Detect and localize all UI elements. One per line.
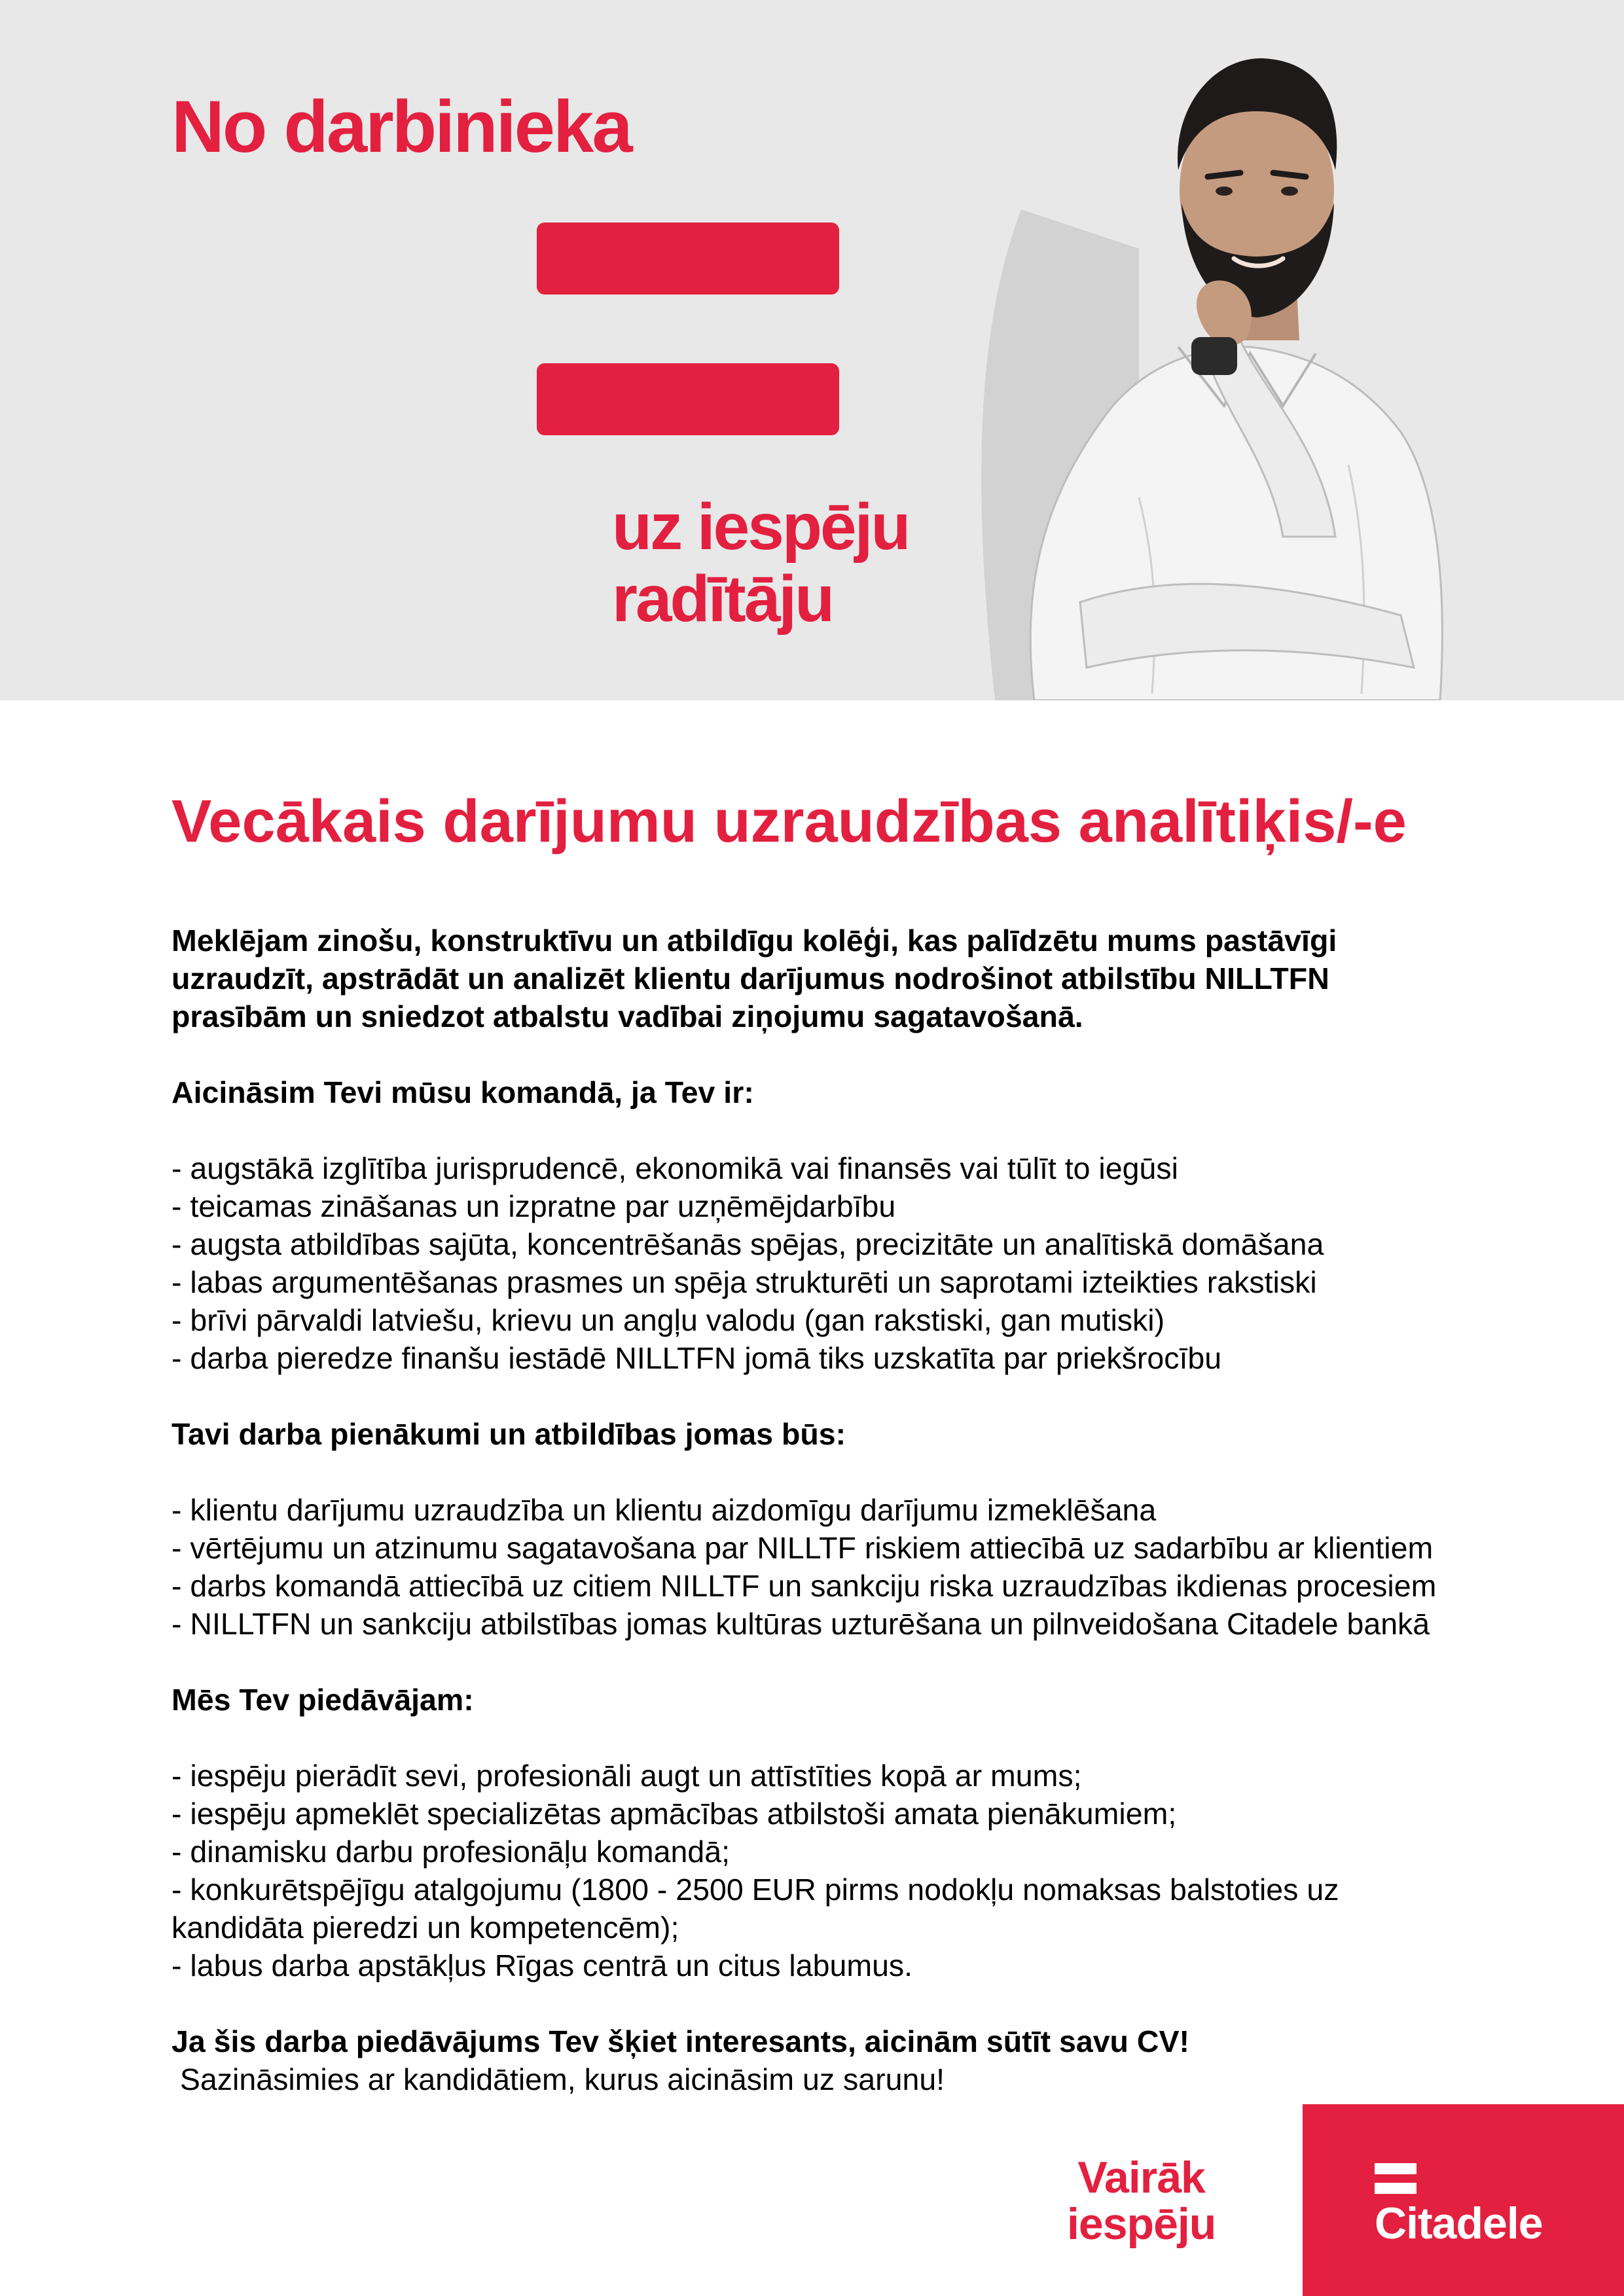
- duties-heading: Tavi darba pienākumi un atbildības jomas būs:: [171, 1417, 846, 1451]
- list-item: - teicamas zināšanas un izpratne par uzņēmējdarbību: [171, 1189, 896, 1223]
- intro-line: prasībām un sniedzot atbalstu vadībai ziņojumu sagatavošanā.: [171, 999, 1083, 1033]
- list-item: - vērtējumu un atzinumu sagatavošana par NILLTF riskiem attiecībā uz sadarbību ar klientiem: [171, 1531, 1434, 1565]
- equals-icon-bottom-bar: [537, 363, 839, 435]
- portrait-photo: [943, 39, 1466, 700]
- slogan-line1: Vairāk: [1077, 2153, 1205, 2202]
- hero-subtitle: [612, 491, 909, 635]
- hero-title: No darbinieka: [171, 86, 631, 168]
- list-item: - labas argumentēšanas prasmes un spēja strukturēti un saprotami izteikties rakstiski: [171, 1265, 1317, 1299]
- intro-line: uzraudzīt, apstrādāt un analizēt klientu darījumus nodrošinot atbilstību NILLTFN: [171, 961, 1329, 996]
- list-item: - darba pieredze finanšu iestādē NILLTFN jomā tiks uzskatīta par priekšrocību: [171, 1341, 1222, 1375]
- intro-line: Meklējam zinošu, konstruktīvu un atbildīgu kolēģi, kas palīdzētu mums pastāvīgi: [171, 924, 1337, 958]
- hero-subtitle-line2: radītāju: [612, 562, 833, 636]
- brand-name: Citadele: [1375, 2198, 1543, 2248]
- list-item: - labus darba apstākļus Rīgas centrā un citus labumus.: [171, 1948, 913, 1982]
- duties-list: [171, 1491, 1546, 1643]
- hero-subtitle-line1: uz iespēju: [612, 490, 909, 564]
- slogan-line2: iespēju: [1067, 2199, 1216, 2250]
- list-item: - klientu darījumu uzraudzība un klientu aizdomīgu darījumu izmeklēšana: [171, 1493, 1157, 1527]
- equals-logo-icon-bar: [1375, 2183, 1416, 2194]
- list-item: kandidāta pieredzi un kompetencēm);: [171, 1910, 679, 1945]
- list-item: - brīvi pārvaldi latviešu, krievu un angļu valodu (gan rakstiski, gan mutiski): [171, 1303, 1165, 1337]
- list-item: - NILLTFN un sankciju atbilstības jomas kultūras uzturēšana un pilnveidošana Citadele bankā: [171, 1607, 1430, 1641]
- list-item: - dinamisku darbu profesionāļu komandā;: [171, 1835, 730, 1869]
- list-item: - iespēju apmeklēt specializētas apmācības atbilstoši amata pienākumiem;: [171, 1797, 1177, 1831]
- equals-logo-icon: [1375, 2163, 1416, 2174]
- brand-logo-block: [1303, 2104, 1624, 2296]
- list-item: - darbs komandā attiecībā uz citiem NILLTF un sankciju riska uzraudzības ikdienas procesiem: [171, 1569, 1437, 1603]
- job-title: Vecākais darījumu uzraudzības analītiķis/-e: [171, 788, 1407, 855]
- cta-text: Ja šis darba piedāvājums Tev šķiet interesants, aicinām sūtīt savu CV!: [171, 2024, 1189, 2058]
- offer-heading: Mēs Tev piedāvājam:: [171, 1683, 474, 1717]
- hero-banner: [0, 0, 1624, 700]
- list-item: - augstākā izglītība jurisprudencē, ekonomikā vai finansēs vai tūlīt to iegūsi: [171, 1151, 1178, 1185]
- offer-list: [171, 1757, 1546, 1984]
- intro-paragraph: [171, 922, 1546, 1035]
- equals-icon-top-bar: [537, 223, 839, 295]
- job-description: [171, 922, 1546, 2098]
- list-item: - augsta atbildības sajūta, koncentrēšanās spējas, precizitāte un analītiskā domāšana: [171, 1227, 1324, 1261]
- contact-note: Sazināsimies ar kandidātiem, kurus aicināsim uz sarunu!: [171, 2062, 945, 2096]
- requirements-heading: Aicināsim Tevi mūsu komandā, ja Tev ir:: [171, 1075, 754, 1109]
- requirements-list: [171, 1149, 1546, 1377]
- list-item: - konkurētspējīgu atalgojumu (1800 - 2500 EUR pirms nodokļu nomaksas balstoties uz: [171, 1873, 1339, 1907]
- footer-slogan: [1067, 2155, 1216, 2248]
- list-item: - iespēju pierādīt sevi, profesionāli augt un attīstīties kopā ar mums;: [171, 1759, 1082, 1793]
